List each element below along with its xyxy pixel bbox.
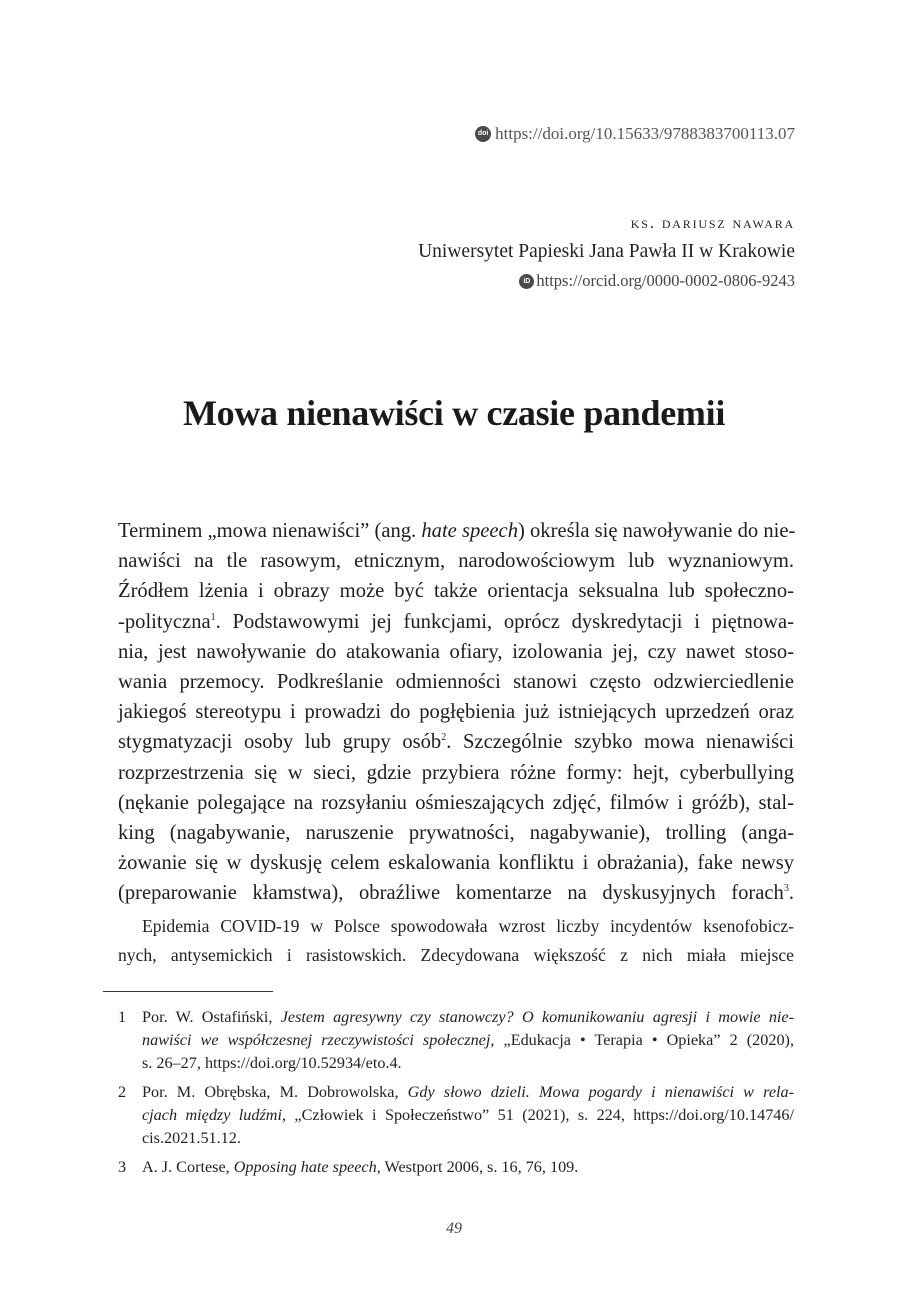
- author-name: ks. dariusz nawara: [630, 213, 795, 232]
- footnote-divider: [103, 991, 273, 992]
- text-line: nia, jest nawoływanie do atakowania ofiary, izolowania jej, czy nawet stoso-: [118, 640, 794, 663]
- text-line: wania przemocy. Podkreślanie odmienności stanowi często odzwierciedlenie: [118, 671, 794, 694]
- footnote-number: 2: [118, 1083, 127, 1101]
- text-line: (nękanie polegające na rozsyłaniu ośmieszających zdjęć, filmów i gróźb), stal-: [118, 791, 794, 814]
- text-line: king (nagabywanie, naruszenie prywatności, nagabywanie), trolling (anga-: [118, 822, 794, 845]
- text-line: Terminem „mowa nienawiści” (ang. hate speech) określa się nawoływanie do nie-: [118, 520, 796, 542]
- body-text: [118, 516, 794, 909]
- text-line: rozprzestrzenia się w sieci, gdzie przybiera różne formy: hejt, cyberbullying: [118, 761, 794, 784]
- author-affiliation: Uniwersytet Papieski Jana Pawła II w Krakowie: [418, 241, 795, 262]
- footnote-3: [118, 1156, 794, 1179]
- page-number: 49: [446, 1220, 462, 1237]
- chapter-title: Mowa nienawiści w czasie pandemii: [182, 393, 726, 433]
- doi-link[interactable]: https://doi.org/10.15633/9788383700113.07: [495, 124, 795, 143]
- footnote-ref-2[interactable]: 2: [441, 732, 447, 744]
- orcid-line: [418, 268, 795, 294]
- footnotes: [118, 1006, 794, 1185]
- paragraph-2: [118, 912, 794, 970]
- footnote-ref-3[interactable]: 3: [783, 883, 789, 895]
- text-line: nych, antysemickich i rasistowskich. Zdecydowana większość z nich miała miejsce: [118, 945, 794, 965]
- footnote-1: [118, 1006, 794, 1075]
- text-line: jakiegoś stereotypu i prowadzi do pogłębienia już istniejących uprzedzeń oraz: [118, 701, 794, 724]
- footnote-ref-1[interactable]: 1: [210, 611, 216, 623]
- text-line: (preparowanie kłamstwa), obraźliwe komentarze na dyskusyjnych forach$^3$.: [118, 882, 794, 905]
- footnote-number: 1: [118, 1008, 127, 1026]
- doi-icon: doi: [475, 126, 491, 142]
- author-block: [418, 210, 795, 294]
- footnote-number: 3: [118, 1158, 127, 1176]
- footnote-text: Por. W. Ostafiński, Jestem agresywny czy stanowczy? O komunikowaniu agresji i mowie nie- nawiści we współczesnej rzeczywistości społecznej, „Edukacja • Terapia • Opieka” 2 (2020), s. 26–27, https://doi.org/10.52934/eto.4.: [142, 1008, 794, 1072]
- footnote-text: A. J. Cortese, Opposing hate speech, Westport 2006, s. 16, 76, 109.: [142, 1158, 579, 1176]
- text-line: nawiści na tle rasowym, etnicznym, narodowościowym lub wyznaniowym.: [118, 550, 794, 573]
- text-line: Źródłem lżenia i obrazy może być także orientacja seksualna lub społeczno-: [118, 580, 794, 603]
- orcid-icon: iD: [519, 274, 534, 289]
- text-line: Epidemia COVID-19 w Polsce spowodowała wzrost liczby incydentów ksenofobicz-: [142, 916, 794, 936]
- text-line: stygmatyzacji osoby lub grupy osób$^2$. Szczególnie szybko mowa nienawiści: [118, 731, 794, 754]
- footnote-2: [118, 1081, 794, 1150]
- footnote-text: Por. M. Obrębska, M. Dobrowolska, Gdy słowo dzieli. Mowa pogardy i nienawiści w rela- cjach między ludźmi, „Człowiek i Społeczeństwo” 51 (2021), s. 224, https://doi.org/10.14746/ cis.2021.51.12.: [142, 1083, 794, 1147]
- orcid-link[interactable]: https://orcid.org/0000-0002-0806-9243: [536, 271, 795, 290]
- text-line: -polityczna$^1$. Podstawowymi jej funkcjami, oprócz dyskredytacji i piętnowa-: [118, 610, 794, 633]
- text-line: żowanie się w dyskusję celem eskalowania konfliktu i obrażania), fake newsy: [118, 852, 794, 875]
- paragraph-1: [118, 516, 794, 909]
- doi-line: [475, 124, 795, 144]
